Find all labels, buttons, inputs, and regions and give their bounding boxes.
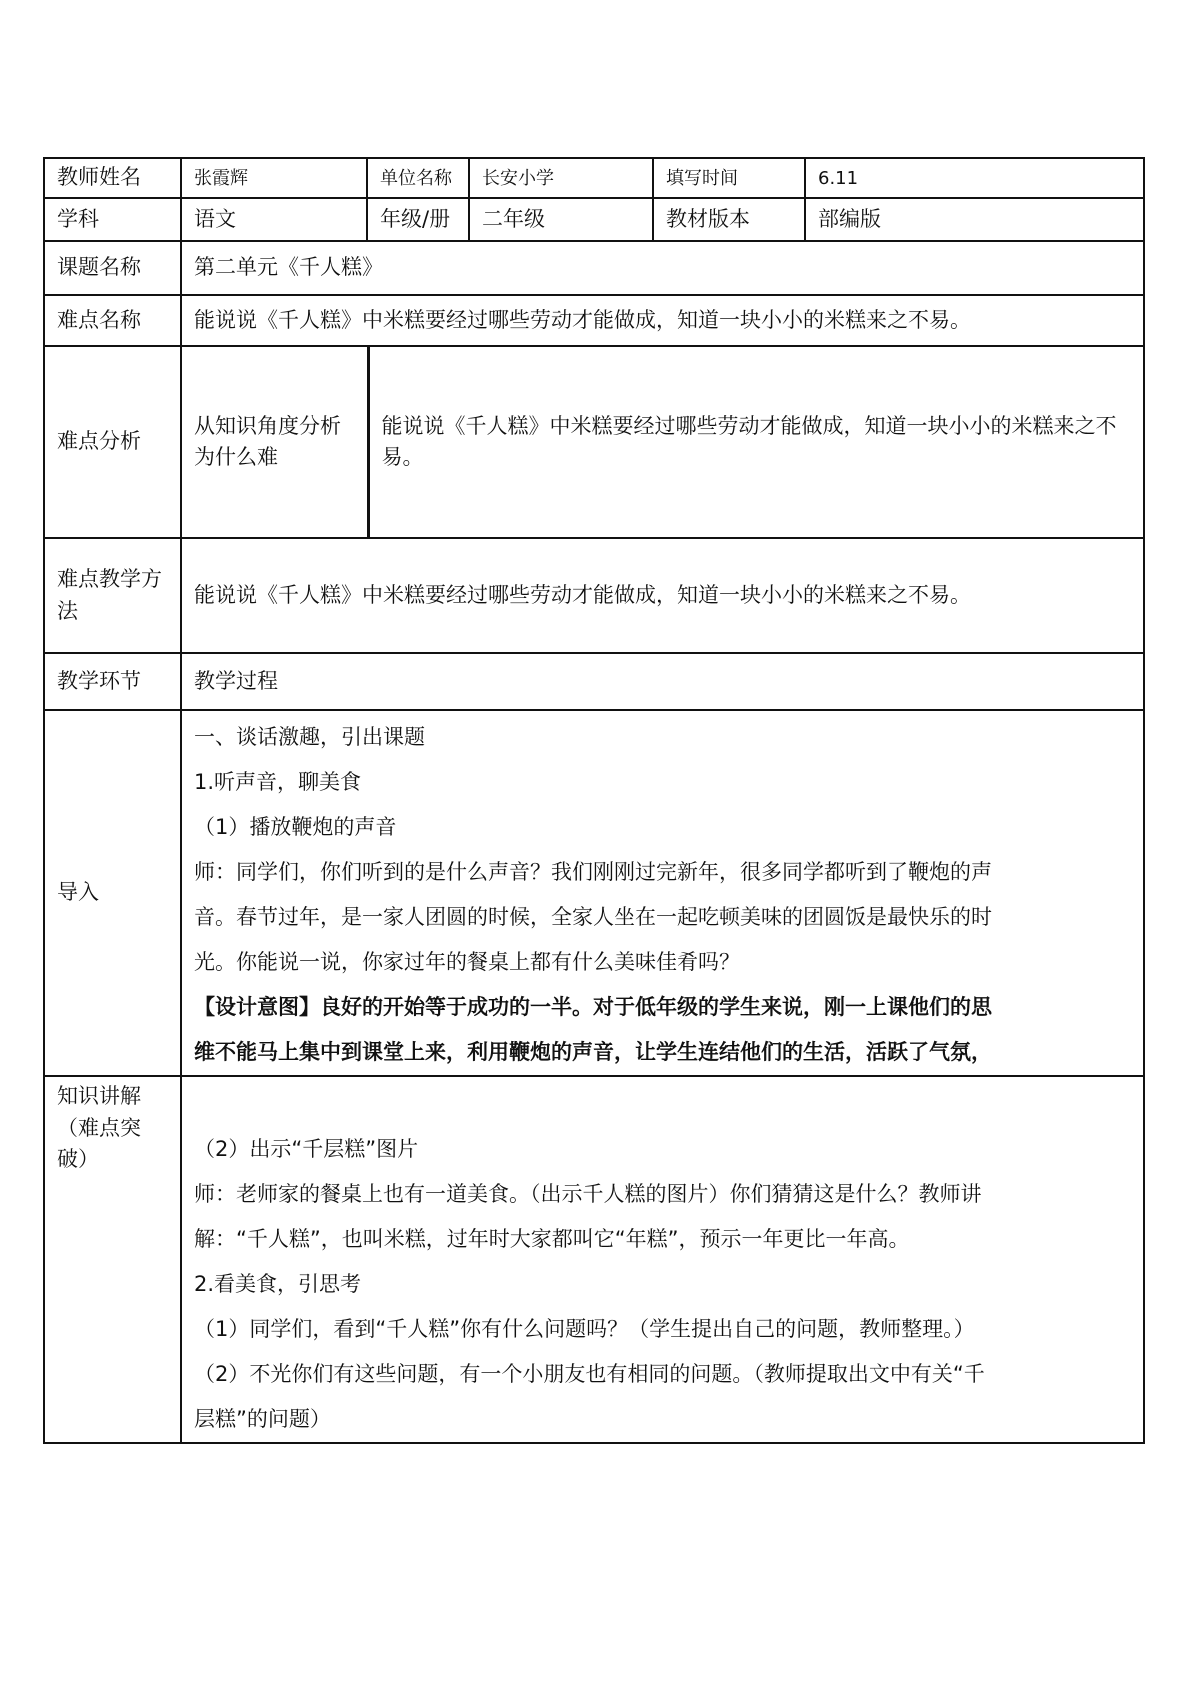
knowledge-line: 层糕”的问题） bbox=[194, 1407, 331, 1431]
analysis-inner-table bbox=[182, 347, 1143, 537]
knowledge-row bbox=[44, 1076, 1144, 1443]
design-intent-line: 维不能马上集中到课堂上来，利用鞭炮的声音，让学生连结他们的生活，活跃了气氛， bbox=[194, 1040, 992, 1064]
knowledge-content bbox=[181, 1076, 1144, 1443]
header-row-1 bbox=[44, 158, 1144, 198]
unit-label: 单位名称 bbox=[367, 158, 469, 198]
analysis-value: 能说说《千人糕》中米糕要经过哪些劳动才能做成，知道一块小小的米糕来之不易。 bbox=[368, 347, 1143, 537]
subject-label: 学科 bbox=[44, 198, 181, 241]
topic-value: 第二单元《千人糕》 bbox=[181, 241, 1144, 295]
intro-row bbox=[44, 710, 1144, 1076]
intro-line: 音。春节过年，是一家人团圆的时候，全家人坐在一起吃顿美味的团圆饭是最快乐的时 bbox=[194, 905, 992, 929]
difficulty-label: 难点名称 bbox=[44, 295, 181, 346]
lesson-plan-sheet bbox=[43, 157, 1143, 1444]
intro-line: 光。你能说一说，你家过年的餐桌上都有什么美味佳肴吗？ bbox=[194, 950, 740, 974]
analysis-label: 难点分析 bbox=[44, 346, 181, 538]
process-label: 教学环节 bbox=[44, 653, 181, 710]
knowledge-line: 师：老师家的餐桌上也有一道美食。（出示千人糕的图片）你们猜猜这是什么？教师讲 bbox=[194, 1182, 982, 1206]
knowledge-line: （2）不光你们有这些问题，有一个小朋友也有相同的问题。（教师提取出文中有关“千 bbox=[194, 1362, 985, 1386]
teacher-label: 教师姓名 bbox=[44, 158, 181, 198]
time-label: 填写时间 bbox=[653, 158, 805, 198]
intro-label: 导入 bbox=[44, 710, 181, 1076]
knowledge-label: 知识讲解（难点突破） bbox=[44, 1076, 181, 1443]
grade-label: 年级/册 bbox=[367, 198, 469, 241]
unit-value: 长安小学 bbox=[469, 158, 653, 198]
analysis-cell bbox=[181, 346, 1144, 538]
knowledge-line: （2）出示“千层糕”图片 bbox=[194, 1137, 419, 1161]
knowledge-line: 2.看美食，引思考 bbox=[194, 1272, 362, 1296]
topic-row bbox=[44, 241, 1144, 295]
edition-label: 教材版本 bbox=[653, 198, 805, 241]
header-row-2 bbox=[44, 198, 1144, 241]
difficulty-row bbox=[44, 295, 1144, 346]
intro-line: 师：同学们，你们听到的是什么声音？我们刚刚过完新年，很多同学都听到了鞭炮的声 bbox=[194, 860, 992, 884]
intro-line: （1）播放鞭炮的声音 bbox=[194, 815, 397, 839]
lesson-plan-table bbox=[43, 157, 1145, 1444]
grade-value: 二年级 bbox=[469, 198, 653, 241]
process-header-row bbox=[44, 653, 1144, 710]
intro-line: 1.听声音，聊美食 bbox=[194, 770, 362, 794]
knowledge-line: （1）同学们，看到“千人糕”你有什么问题吗？（学生提出自己的问题，教师整理。） bbox=[194, 1317, 975, 1341]
process-value: 教学过程 bbox=[181, 653, 1144, 710]
method-label: 难点教学方法 bbox=[44, 538, 181, 653]
topic-label: 课题名称 bbox=[44, 241, 181, 295]
analysis-row bbox=[44, 346, 1144, 538]
intro-content bbox=[181, 710, 1144, 1076]
design-intent-line: 【设计意图】良好的开始等于成功的一半。对于低年级的学生来说，刚一上课他们的思 bbox=[194, 995, 992, 1019]
time-value: 6.11 bbox=[805, 158, 1144, 198]
knowledge-line: 解：“千人糕”，也叫米糕，过年时大家都叫它“年糕”，预示一年更比一年高。 bbox=[194, 1227, 910, 1251]
teacher-value: 张霞辉 bbox=[181, 158, 367, 198]
method-row bbox=[44, 538, 1144, 653]
difficulty-value: 能说说《千人糕》中米糕要经过哪些劳动才能做成，知道一块小小的米糕来之不易。 bbox=[181, 295, 1144, 346]
analysis-sub-label: 从知识角度分析为什么难 bbox=[194, 413, 341, 469]
method-value: 能说说《千人糕》中米糕要经过哪些劳动才能做成，知道一块小小的米糕来之不易。 bbox=[181, 538, 1144, 653]
subject-value: 语文 bbox=[181, 198, 367, 241]
edition-value: 部编版 bbox=[805, 198, 1144, 241]
intro-line: 一、谈话激趣，引出课题 bbox=[194, 725, 425, 749]
